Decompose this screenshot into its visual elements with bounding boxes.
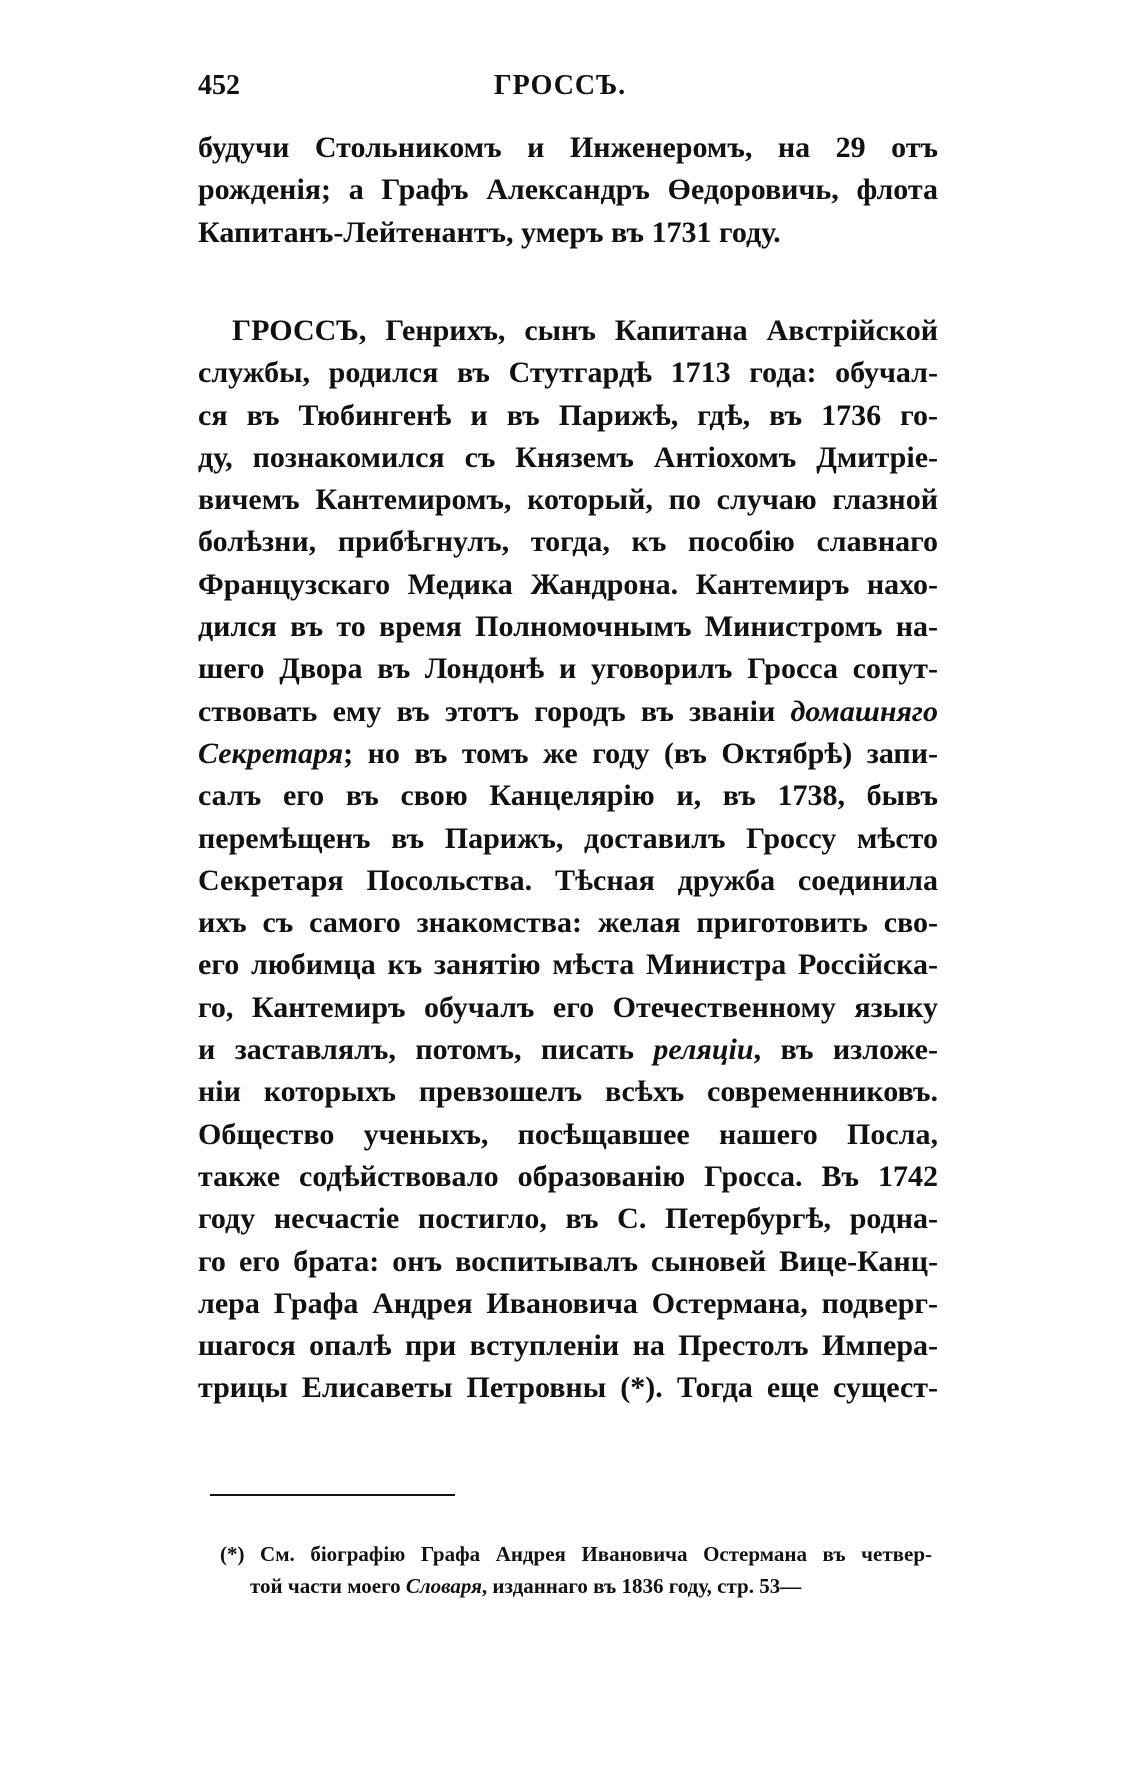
text-line: также содѣйствовало образованію Гросса. Въ 1742 [198, 1159, 938, 1193]
text-segment: ствовать ему въ этотъ городъ въ званіи [198, 694, 791, 728]
text-line: ду, познакомился съ Княземъ Антіохомъ Дмитріе- [198, 440, 938, 474]
text-segment: , въ изложе- [753, 1033, 938, 1067]
text-line: его любимца къ занятію мѣста Министра Россійска- [198, 948, 938, 982]
page-number: 452 [198, 70, 240, 101]
text-segment: ; но въ томъ же году (въ Октябрѣ) запи- [343, 736, 938, 770]
text-segment: , изданнаго въ 1836 году, стр. 53— [481, 1574, 802, 1598]
text-line: шего Двора въ Лондонѣ и уговорилъ Гросса сопут- [198, 652, 938, 686]
text-line: Секретаря Посольства. Тѣсная дружба соединила [198, 863, 938, 897]
paragraph-continuation [198, 127, 938, 254]
text-line: дился въ то время Полномочнымъ Министромъ на- [198, 610, 938, 644]
text-line: шагося опалѣ при вступленіи на Престолъ Импера- [198, 1329, 938, 1363]
text-line: болѣзни, прибѣгнулъ, тогда, къ пособію славнаго [198, 525, 938, 559]
text-line: Капитанъ-Лейтенантъ, умеръ въ 1731 году. [198, 215, 781, 249]
text-line: Общество ученыхъ, посѣщавшее нашего Посла, [198, 1117, 938, 1151]
text-line: го, Кантемиръ обучалъ его Отечественному языку [198, 990, 938, 1024]
text-line: году несчастіе постигло, въ С. Петербургѣ, родна- [198, 1202, 938, 1236]
italic-term: Секретаря [198, 736, 344, 770]
running-title: ГРОССЪ. [493, 70, 627, 101]
text-segment: и заставлялъ, потомъ, писать [198, 1033, 654, 1067]
text-line: го его брата: онъ воспитывалъ сыновей Вице-Канц- [198, 1244, 938, 1278]
italic-term: Словаря [405, 1574, 482, 1598]
text-line [198, 733, 938, 775]
text-line: салъ его въ свою Канцелярію и, въ 1738, бывъ [198, 779, 938, 813]
text-line: перемѣщенъ въ Парижъ, доставилъ Гроссу мѣсто [198, 821, 938, 855]
text-line: трицы Елисаветы Петровны (*). Тогда еще сущест- [198, 1371, 938, 1405]
text-line: ихъ съ самого знакомства: желая приготовить сво- [198, 906, 938, 940]
text-line: ся въ Тюбингенѣ и въ Парижѣ, гдѣ, въ 1736 го- [198, 398, 938, 432]
text-line: Французскаго Медика Жандрона. Кантемиръ нахо- [198, 567, 938, 601]
text-line: службы, родился въ Стутгардѣ 1713 года: обучал- [198, 356, 938, 390]
text-line: вичемъ Кантемиромъ, который, по случаю глазной [198, 483, 938, 517]
text-segment: той части моего [250, 1574, 406, 1598]
text-line: лера Графа Андрея Ивановича Остермана, подверг- [198, 1286, 938, 1320]
footnote-divider [210, 1494, 455, 1496]
footnote [220, 1538, 932, 1602]
text-line [198, 1029, 938, 1071]
italic-term: домашняго [790, 694, 938, 728]
text-line: ніи которыхъ превзошелъ всѣхъ современниковъ. [198, 1075, 938, 1109]
text-line [198, 691, 938, 733]
text-line: будучи Стольникомъ и Инженеромъ, на 29 отъ [198, 131, 938, 164]
footnote-line: (*) См. біографію Графа Андрея Ивановича Остермана въ четвер- [220, 1542, 932, 1566]
footnote-line [220, 1570, 932, 1602]
text-line: ГРОССЪ, Генрихъ, сынъ Капитана Австрійской [232, 314, 938, 347]
paragraph-gross-entry [198, 310, 938, 1410]
text-line: рожденія; а Графъ Александръ Өедоровичь, флота [198, 173, 938, 207]
page-header [198, 70, 922, 110]
italic-term: реляціи [653, 1033, 754, 1067]
